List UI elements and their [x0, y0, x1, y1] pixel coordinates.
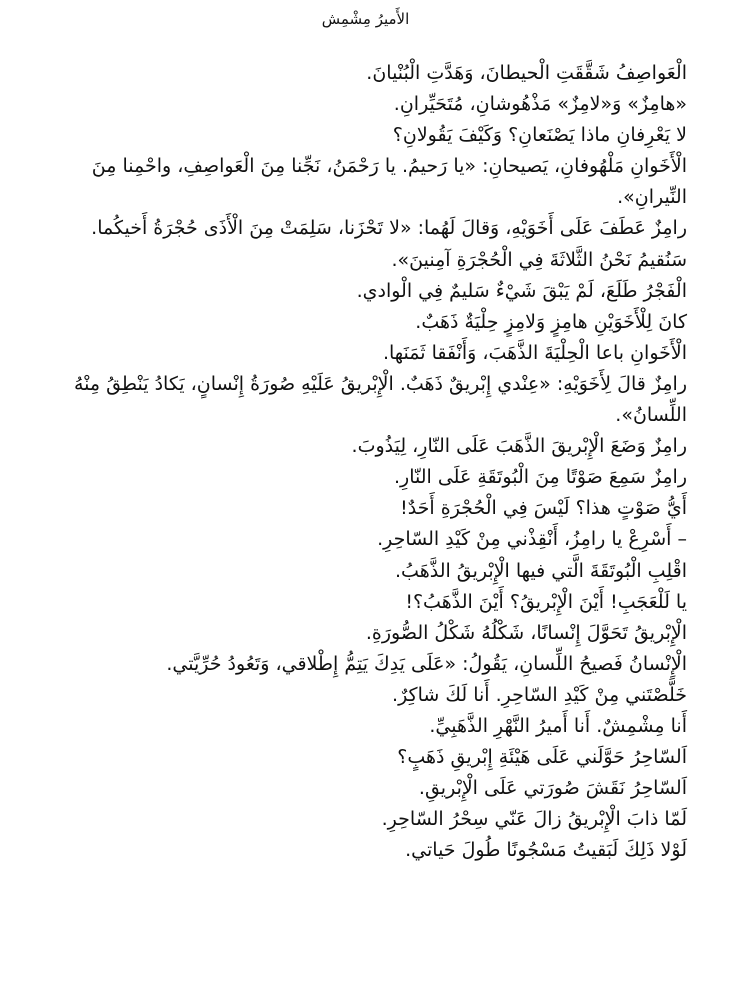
text-line: سَنُقيمُ نَحْنُ الثَّلاثَةَ فِي الْحُجْرَةِ آمِنينَ».: [391, 248, 687, 271]
text-line: أَنا مِشْمِشٌ. أَنا أَميرُ النَّهْرِ الذَّهَبِيِّ.: [429, 714, 687, 737]
text-line: يا لَلْعَجَبِ! أَيْنَ الْإِبْريقُ؟ أَيْنَ الذَّهَبُ؟!: [405, 590, 687, 613]
story-text: [44, 58, 687, 866]
text-line: الْعَواصِفُ شَقَّقَتِ الْحيطانَ، وَهَدَّتِ الْبُنْيانَ.: [366, 62, 687, 84]
text-line: الْأَخَوانِ مَلْهُوفانِ، يَصيحانِ: «يا رَحيمُ. يا رَحْمَنُ، نَجِّنا مِنَ الْعَواصِفِ، واحْمِنا مِنَ: [91, 155, 687, 178]
text-line: – أَسْرِعْ يا رامِزُ، أَنْقِذْني مِنْ كَيْدِ السّاحِرِ.: [377, 528, 687, 551]
text-line: لَمّا ذابَ الْإِبْريقُ زالَ عَنّي سِحْرُ السّاحِرِ.: [381, 808, 687, 831]
text-line: «هامِزٌ» وَ«لامِزٌ» مَذْهُوشانِ، مُتَحَيِّرانِ.: [393, 93, 687, 116]
text-line: رامِزٌ وَضَعَ الْإِبْريقَ الذَّهَبَ عَلَى النّارِ، لِيَذُوبَ.: [351, 435, 687, 458]
text-line: اقْلِبِ الْبُوتَقَةَ الَّتي فيها الْإِبْريقُ الذَّهَبُ.: [395, 559, 687, 582]
text-line: اللِّسانُ».: [615, 404, 687, 427]
text-line: رامِزٌ سَمِعَ صَوْتًا مِنَ الْبُوتَقَةِ عَلَى النّارِ.: [393, 466, 687, 489]
text-line: الْإِنْسانُ فَصيحُ اللِّسانِ، يَقُولُ: «عَلَى يَدِكَ يَتِمُّ إِطْلاقي، وَتَعُودُ حُرِّيَّتي.: [166, 652, 687, 675]
text-line: الْإِبْريقُ تَحَوَّلَ إِنْسانًا، شَكْلُهُ شَكْلُ الصُّورَةِ.: [365, 621, 687, 644]
text-line: أَيُّ صَوْتٍ هذا؟ لَيْسَ فِي الْحُجْرَةِ أَحَدٌ!: [400, 497, 687, 520]
text-line: الْفَجْرُ طَلَعَ، لَمْ يَبْقَ شَيْءٌ سَليمٌ فِي الْوادي.: [356, 279, 687, 302]
text-line: رامِزٌ قالَ لِأَخَوَيْهِ: «عِنْدي إِبْريقٌ ذَهَبٌ. الْإِبْريقُ عَلَيْهِ صُورَةُ إِنْسانٍ، يَكادُ يَنْطِقُ مِنْهُ: [73, 372, 687, 395]
text-line: الْأَخَوانِ باعا الْحِلْيَةَ الذَّهَبَ، وَأَنْفَقا ثَمَنَها.: [382, 341, 687, 364]
text-line: النِّيرانِ».: [617, 186, 687, 209]
text-line: لَوْلا ذَلِكَ لَبَقيتُ مَسْجُونًا طُولَ حَياتي.: [405, 839, 687, 862]
text-line: رامِزٌ عَطَفَ عَلَى أَخَوَيْهِ، وَقالَ لَهُما: «لا تَحْزَنا، سَلِمَتْ مِنَ الْأَذَى حُجْرَةُ أَخيكُما.: [91, 217, 687, 240]
text-line: اَلسّاحِرُ نَقَشَ صُورَتي عَلَى الْإِبْريقِ.: [418, 777, 687, 800]
text-line: كانَ لِلْأَخَوَيْنِ هامِزٍ وَلامِزٍ حِلْيَةٌ ذَهَبٌ.: [415, 310, 687, 333]
text-line: اَلسّاحِرُ حَوَّلَني عَلَى هَيْئَةِ إِبْريقِ ذَهَبٍ؟: [397, 746, 687, 769]
page-title: الأَميرُ مِشْمِش: [321, 10, 410, 28]
text-line: لا يَعْرِفانِ ماذا يَصْنَعانِ؟ وَكَيْفَ يَقُولانِ؟: [392, 124, 687, 147]
text-line: خَلَّصْتَني مِنْ كَيْدِ السّاحِرِ. أَنا لَكَ شاكِرٌ.: [392, 683, 687, 706]
